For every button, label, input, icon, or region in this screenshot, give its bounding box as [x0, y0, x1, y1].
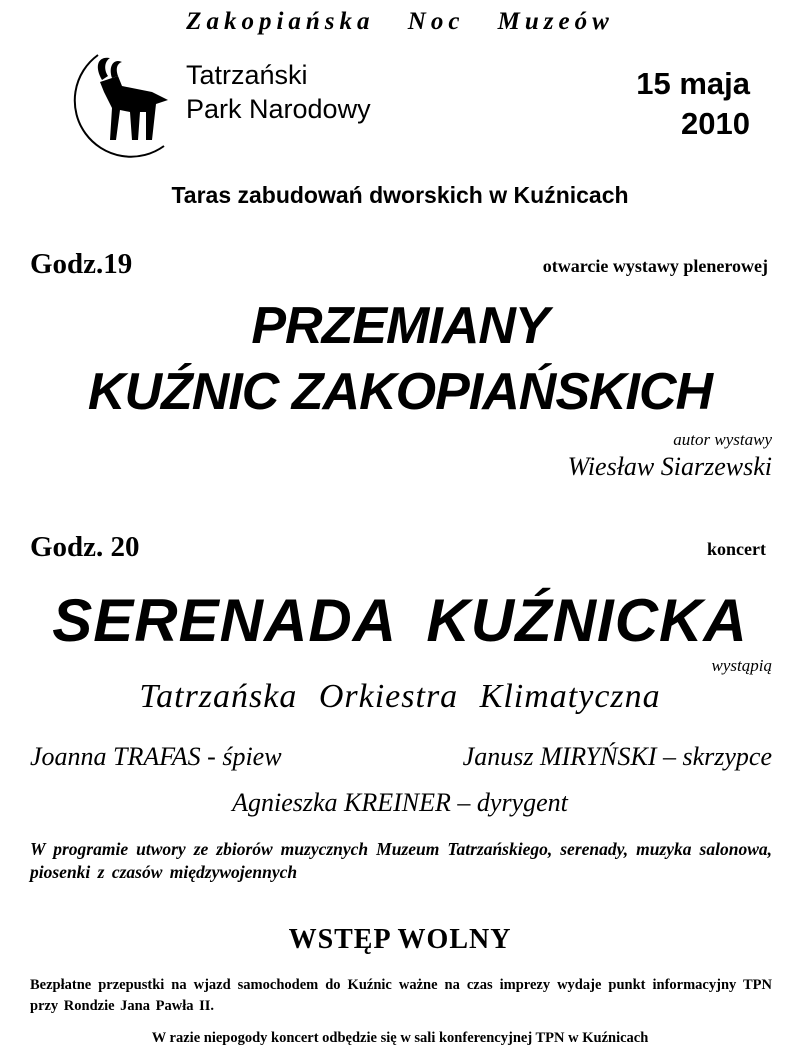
weather-info: W razie niepogody koncert odbędzie się w sali konferencyjnej TPN w Kuźnicach	[151, 1030, 649, 1046]
date-year: 2010	[681, 106, 750, 141]
event1-time: Godz.19	[30, 248, 133, 280]
performer-violin: Janusz MIRYŃSKI – skrzypce	[462, 742, 772, 771]
event2-title: SERENADA KUŹNICKA	[52, 587, 748, 654]
park-name-line2: Park Narodowy	[186, 94, 371, 124]
program-description: W programie utwory ze zbiorów muzycznych Muzeum Tatrzańskiego, serenady, muzyka salonowa, piosenki z czasów międzywojennych	[30, 839, 772, 882]
venue-line: Taras zabudowań dworskich w Kuźnicach	[171, 182, 629, 208]
orchestra-name: Tatrzańska Orkiestra Klimatyczna	[139, 678, 661, 715]
conductor: Agnieszka KREINER – dyrygent	[232, 788, 568, 817]
event2-time: Godz. 20	[30, 531, 140, 563]
performers-label: wystąpią	[711, 656, 772, 675]
free-entry-heading: WSTĘP WOLNY	[288, 924, 512, 955]
author-label: autor wystawy	[673, 430, 772, 449]
author-name: Wiesław Siarzewski	[567, 452, 772, 481]
event-name-heading: Zakopiańska Noc Muzeów	[186, 8, 614, 35]
passes-info: Bezpłatne przepustki na wjazd samochodem do Kuźnic ważne na czas imprezy wydaje punkt informacyjny TPN przy Rondzie Jana Pawła II.	[30, 977, 772, 1014]
event1-title-line2: KUŹNIC ZAKOPIAŃSKICH	[87, 363, 713, 421]
event2-description: koncert	[707, 539, 766, 559]
event1-description: otwarcie wystawy plenerowej	[542, 256, 768, 276]
event1-title-line1: PRZEMIANY	[251, 297, 549, 355]
date-day: 15 maja	[636, 66, 750, 101]
park-name-line1: Tatrzański	[186, 60, 308, 90]
performer-vocal: Joanna TRAFAS - śpiew	[30, 742, 282, 771]
chamois-logo-icon	[60, 52, 180, 162]
